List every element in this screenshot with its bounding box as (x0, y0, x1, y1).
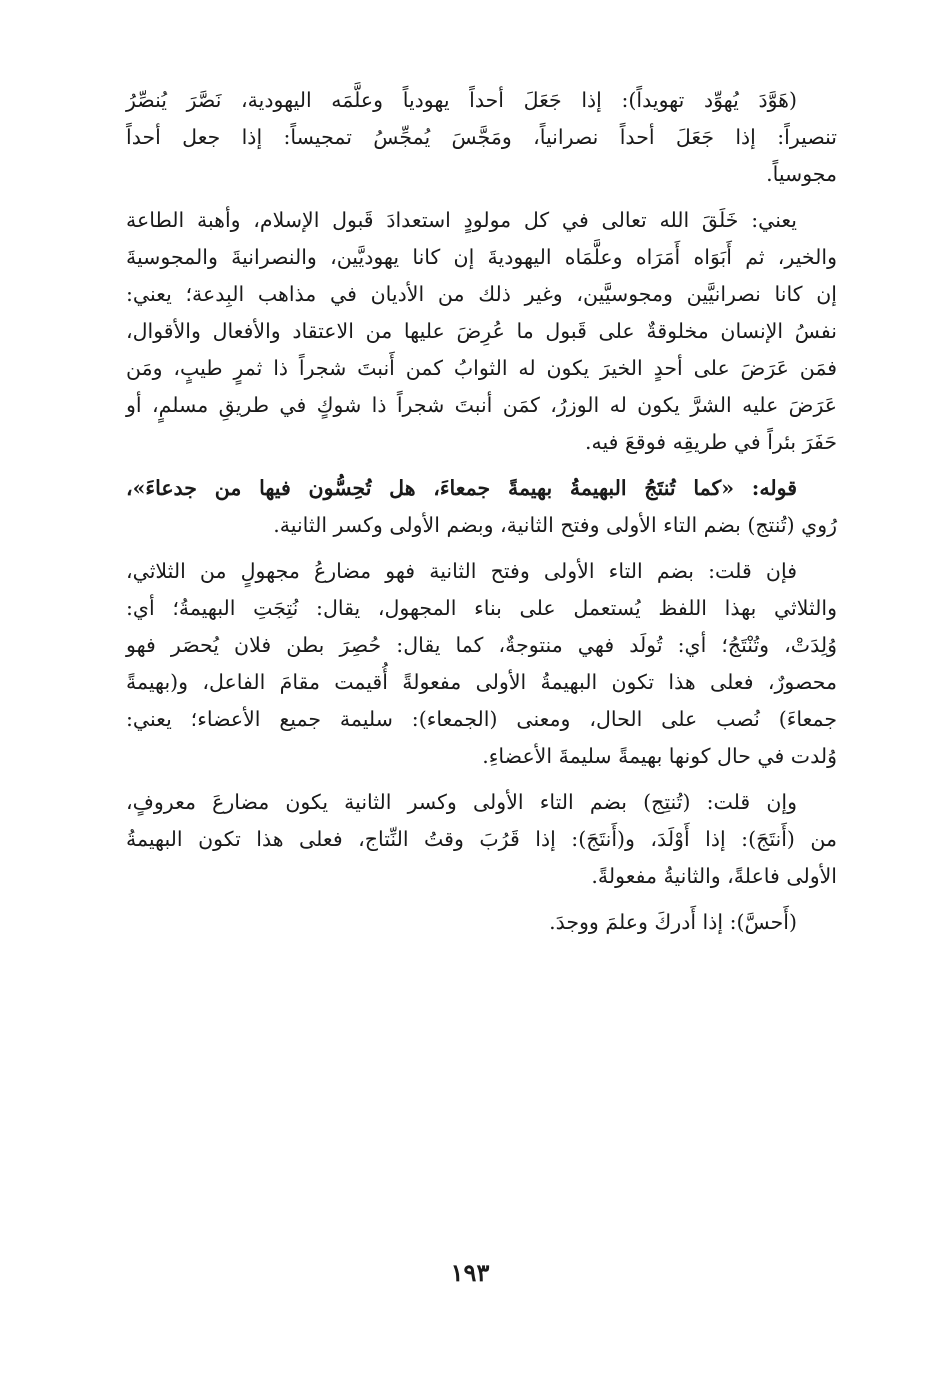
text-line: (أَحسَّ): إذا أَدركَ وعلمَ ووجدَ. (549, 910, 797, 934)
paragraph-second-reading (126, 784, 837, 895)
paragraph-explanation (126, 202, 837, 461)
text-line: نفسُ الإنسان مخلوقةٌ على قَبول ما عُرِضَ عليها من الاعتقاد والأفعال والأقوال، (126, 319, 837, 343)
paragraph-ahassa (126, 904, 837, 941)
text-line: عَرَضَ عليه الشرَّ يكون له الوزرُ، كمَن أنبتَ شجراً ذا شوكٍ في طريقِ مسلمٍ، أو (126, 393, 837, 417)
paragraph-first-reading (126, 553, 837, 775)
paragraph-hadith-quote (126, 470, 837, 544)
text-line: تنصيراً: إذا جَعَلَ أحداً نصرانياً، ومَجَّسَ يُمجِّسُ تمجيساً: إذا جعل أحداً (126, 125, 837, 149)
text-line: وإن قلت: (تُنتِج) بضم التاء الأولى وكسر الثانية يكون مضارعَ معروفٍ، (126, 790, 797, 814)
text-line: وُلدت في حال كونها بهيمةً سليمةَ الأعضاءِ. (482, 744, 837, 768)
page-body (126, 82, 837, 950)
text-line: رُوي (تُنتج) بضم التاء الأولى وفتح الثانية، وبضم الأولى وكسر الثانية. (273, 513, 837, 537)
text-line: وُلِدَتْ، وتُنْتَجُ؛ أي: تُولَد فهي منتوجةٌ، كما يقال: حُصِرَ بطن فلان يُحصَر فهو (126, 633, 837, 657)
text-line: الأولى فاعلةً، والثانيةُ مفعولةً. (591, 864, 837, 888)
text-line: من (أَنتَجَ): إذا أَوْلَدَ، و(أَنتَجَ): إذا قَرُبَ وقتُ النِّتاج، فعلى هذا تكون البهيمةُ (126, 827, 837, 851)
text-line: جمعاءَ) نُصب على الحال، ومعنى (الجمعاء): سليمة جميع الأعضاء؛ يعني: (126, 707, 837, 731)
text-line: إن كانا نصرانيَّين ومجوسيَّين، وغير ذلك من الأديان في مذاهب البِدعة؛ يعني: (126, 282, 837, 306)
page-number: ١٩٣ (450, 1258, 490, 1287)
text-line: فمَن عَرَضَ على أحدٍ الخيرَ يكون له الثوابُ كمن أَنبتَ شجراً ذا ثمرٍ طيبٍ، ومَن (126, 356, 837, 380)
text-line: (هَوَّدَ يُهوِّد تهويداً): إذا جَعَلَ أحداً يهودياً وعلَّمَه اليهودية، نَصَّرَ يُنصِّرُ (126, 88, 797, 112)
text-line: محصورٌ، فعلى هذا تكون البهيمةُ الأولى مفعولةً أُقيمت مقامَ الفاعل، و(بهيمةً (126, 670, 837, 694)
text-line: مجوسياً. (766, 162, 837, 186)
text-line: والثلاثي بهذا اللفظ يُستعمل على بناء المجهول، يقال: نُتِجَتِ البهيمةُ؛ أي: (126, 596, 837, 620)
hadith-quote: قوله: «كما تُنتَجُ البهيمةُ بهيمةً جمعاءَ، هل تُحِسُّون فيها من جدعاءَ»، (126, 476, 797, 500)
text-line: والخير، ثم أَبَوَاه أَمَرَاه وعلَّمَاه اليهوديةَ إن كانا يهوديَّين، والنصرانيةَ والمجوسيةَ (126, 245, 837, 269)
text-line: فإن قلت: بضم التاء الأولى وفتح الثانية فهو مضارعُ مجهولٍ من الثلاثي، (126, 559, 797, 583)
paragraph-definitions (126, 82, 837, 193)
text-line: يعني: خَلَقَ الله تعالى في كل مولودٍ استعدادَ قَبول الإسلام، وأهبة الطاعة (126, 208, 797, 232)
text-line: حَفَرَ بئراً في طريقِه فوقعَ فيه. (584, 430, 837, 454)
